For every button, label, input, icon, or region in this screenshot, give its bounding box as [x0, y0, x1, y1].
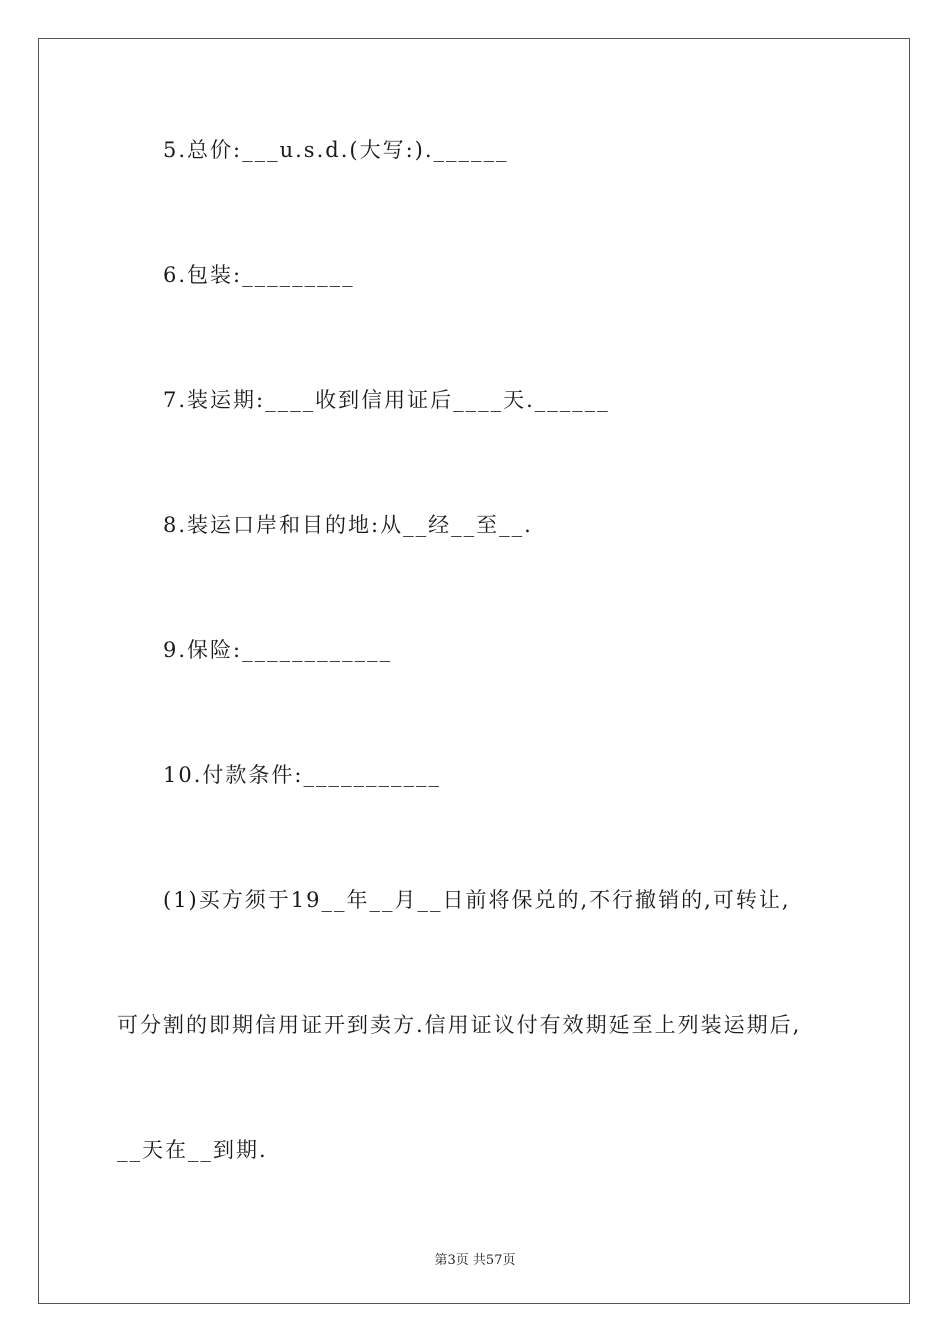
clause-6-packing: 6.包装:_________	[163, 263, 355, 287]
page-border	[38, 38, 910, 1304]
clause-9-insurance: 9.保险:____________	[163, 638, 393, 662]
clause-5-total-price: 5.总价:___u.s.d.(大写:).______	[163, 138, 509, 162]
page-number-footer: 第3页 共57页	[434, 1253, 516, 1268]
clause-7-shipment-period: 7.装运期:____收到信用证后____天.______	[163, 388, 610, 412]
paragraph-line-2: 可分割的即期信用证开到卖方.信用证议付有效期延至上列装运期后,	[117, 1013, 802, 1037]
clause-8-port-destination: 8.装运口岸和目的地:从__经__至__.	[163, 513, 533, 537]
paragraph-line-1: (1)买方须于19__年__月__日前将保兑的,不行撤销的,可转让,	[163, 888, 791, 912]
paragraph-line-3: __天在__到期.	[117, 1138, 268, 1162]
clause-10-payment-terms: 10.付款条件:___________	[163, 763, 441, 787]
